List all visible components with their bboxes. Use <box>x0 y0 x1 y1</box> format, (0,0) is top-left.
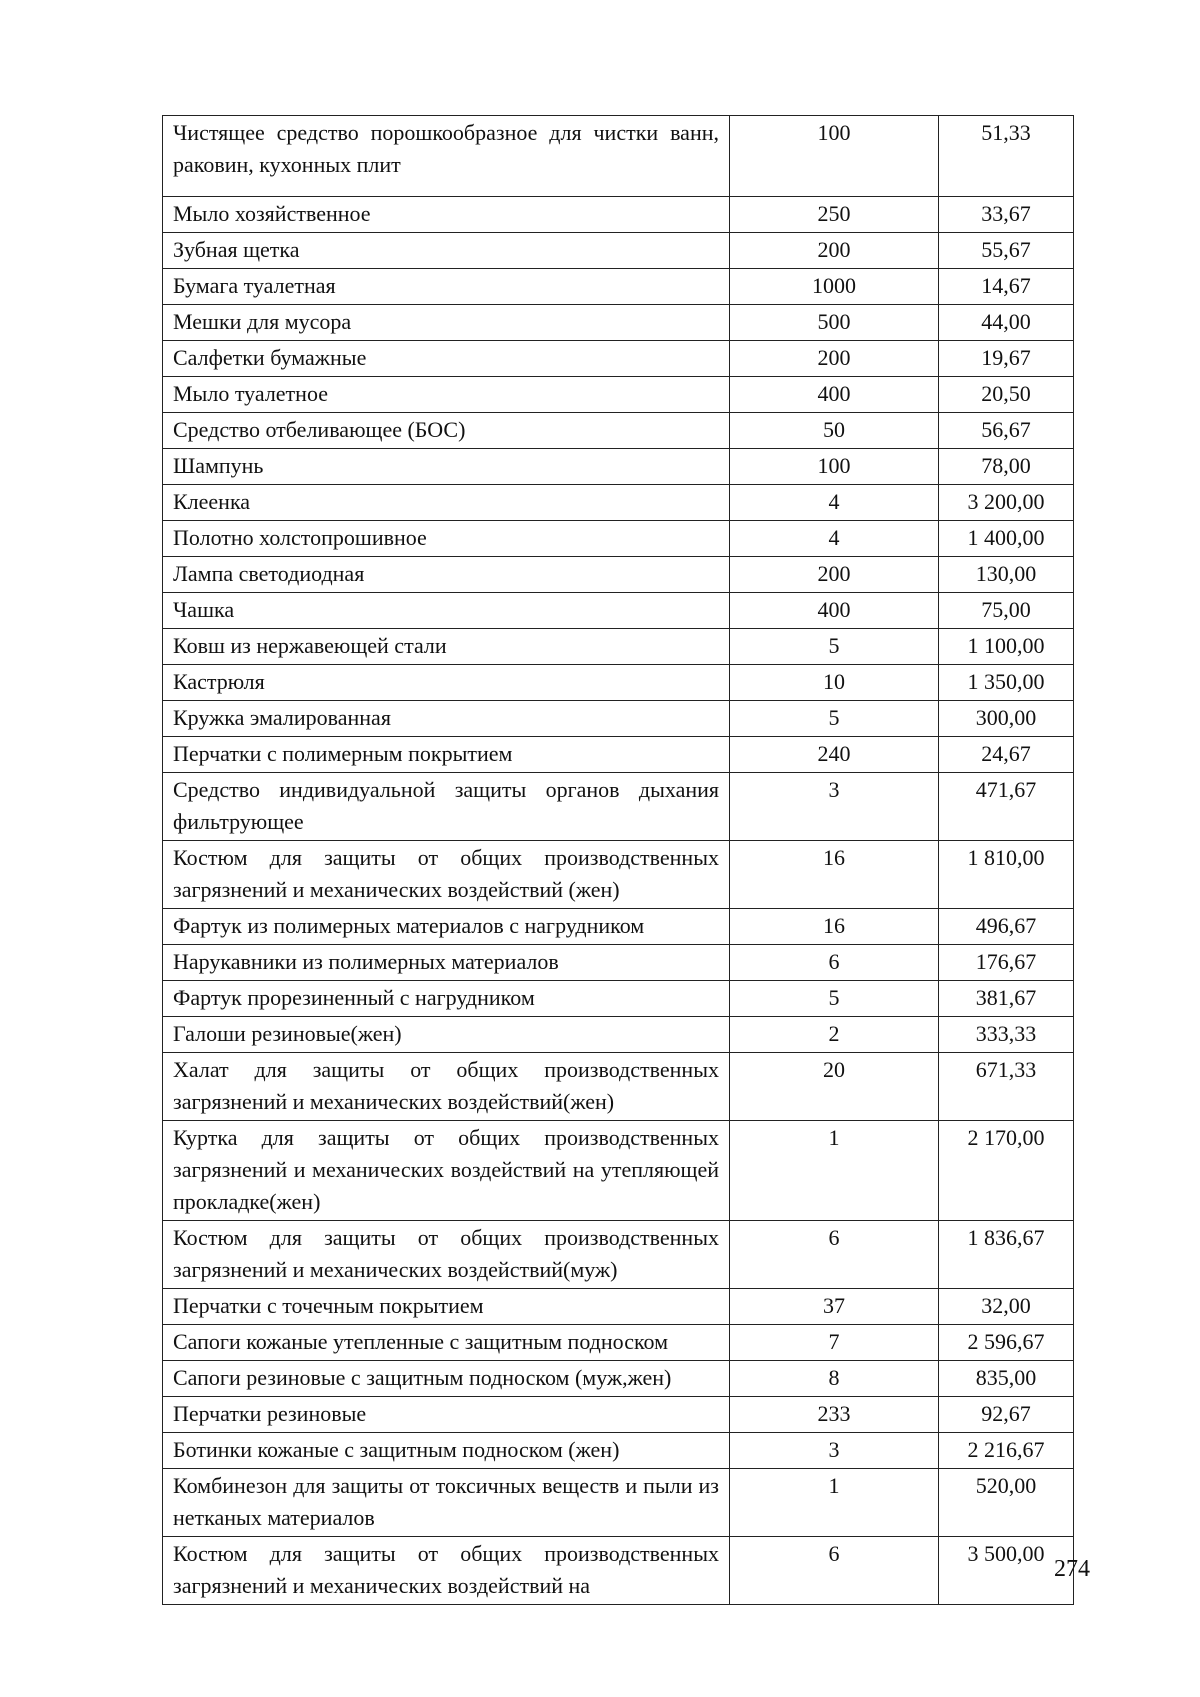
item-price-cell: 1 810,00 <box>939 841 1074 909</box>
item-quantity-cell: 5 <box>730 981 939 1017</box>
item-quantity-cell: 5 <box>730 629 939 665</box>
item-quantity-cell: 233 <box>730 1397 939 1433</box>
item-name-cell: Костюм для защиты от общих производственных загрязнений и механических воздействий (жен) <box>163 841 730 909</box>
table-row <box>163 1017 1074 1053</box>
item-name-cell: Нарукавники из полимерных материалов <box>163 945 730 981</box>
item-price-cell: 24,67 <box>939 737 1074 773</box>
item-price-cell: 20,50 <box>939 377 1074 413</box>
item-quantity-cell: 400 <box>730 593 939 629</box>
item-name-cell: Перчатки с полимерным покрытием <box>163 737 730 773</box>
item-name-cell: Кружка эмалированная <box>163 701 730 737</box>
item-quantity-cell: 200 <box>730 233 939 269</box>
item-price-cell: 78,00 <box>939 449 1074 485</box>
item-price-cell: 2 596,67 <box>939 1325 1074 1361</box>
item-name-cell: Полотно холстопрошивное <box>163 521 730 557</box>
item-quantity-cell: 4 <box>730 485 939 521</box>
items-table-body <box>163 116 1074 1605</box>
items-table <box>162 115 1074 1605</box>
item-quantity-cell: 1 <box>730 1469 939 1537</box>
item-name-cell: Мыло туалетное <box>163 377 730 413</box>
item-price-cell: 14,67 <box>939 269 1074 305</box>
table-row <box>163 773 1074 841</box>
item-price-cell: 19,67 <box>939 341 1074 377</box>
item-quantity-cell: 5 <box>730 701 939 737</box>
table-row <box>163 1537 1074 1605</box>
item-quantity-cell: 16 <box>730 909 939 945</box>
item-quantity-cell: 6 <box>730 1537 939 1605</box>
item-price-cell: 671,33 <box>939 1053 1074 1121</box>
item-name-cell: Комбинезон для защиты от токсичных веществ и пыли из нетканых материалов <box>163 1469 730 1537</box>
item-name-cell: Фартук из полимерных материалов с нагрудником <box>163 909 730 945</box>
table-row <box>163 1221 1074 1289</box>
item-name-cell: Фартук прорезиненный с нагрудником <box>163 981 730 1017</box>
item-name-cell: Костюм для защиты от общих производственных загрязнений и механических воздействий(муж) <box>163 1221 730 1289</box>
item-name-cell: Мыло хозяйственное <box>163 197 730 233</box>
item-quantity-cell: 200 <box>730 341 939 377</box>
item-quantity-cell: 250 <box>730 197 939 233</box>
item-name-cell: Перчатки резиновые <box>163 1397 730 1433</box>
table-row <box>163 233 1074 269</box>
item-name-cell: Мешки для мусора <box>163 305 730 341</box>
item-price-cell: 3 200,00 <box>939 485 1074 521</box>
item-name-cell: Костюм для защиты от общих производственных загрязнений и механических воздействий на <box>163 1537 730 1605</box>
item-price-cell: 333,33 <box>939 1017 1074 1053</box>
item-price-cell: 2 216,67 <box>939 1433 1074 1469</box>
item-price-cell: 520,00 <box>939 1469 1074 1537</box>
table-row <box>163 1053 1074 1121</box>
item-quantity-cell: 500 <box>730 305 939 341</box>
item-price-cell: 176,67 <box>939 945 1074 981</box>
table-row <box>163 413 1074 449</box>
item-price-cell: 300,00 <box>939 701 1074 737</box>
item-quantity-cell: 37 <box>730 1289 939 1325</box>
table-row <box>163 841 1074 909</box>
item-quantity-cell: 20 <box>730 1053 939 1121</box>
item-quantity-cell: 7 <box>730 1325 939 1361</box>
item-quantity-cell: 3 <box>730 1433 939 1469</box>
item-price-cell: 381,67 <box>939 981 1074 1017</box>
table-row <box>163 701 1074 737</box>
table-row <box>163 1433 1074 1469</box>
item-price-cell: 3 500,00 <box>939 1537 1074 1605</box>
item-name-cell: Чашка <box>163 593 730 629</box>
item-quantity-cell: 100 <box>730 449 939 485</box>
table-row <box>163 116 1074 197</box>
table-row <box>163 557 1074 593</box>
item-price-cell: 51,33 <box>939 116 1074 197</box>
item-quantity-cell: 200 <box>730 557 939 593</box>
table-row <box>163 1121 1074 1221</box>
item-quantity-cell: 8 <box>730 1361 939 1397</box>
table-row <box>163 341 1074 377</box>
item-price-cell: 33,67 <box>939 197 1074 233</box>
item-name-cell: Халат для защиты от общих производственных загрязнений и механических воздействий(жен) <box>163 1053 730 1121</box>
item-quantity-cell: 6 <box>730 945 939 981</box>
item-name-cell: Ботинки кожаные с защитным подноском (жен) <box>163 1433 730 1469</box>
item-price-cell: 130,00 <box>939 557 1074 593</box>
item-price-cell: 75,00 <box>939 593 1074 629</box>
table-row <box>163 305 1074 341</box>
item-price-cell: 1 836,67 <box>939 1221 1074 1289</box>
item-name-cell: Средство индивидуальной защиты органов дыхания фильтрующее <box>163 773 730 841</box>
table-row <box>163 449 1074 485</box>
item-price-cell: 44,00 <box>939 305 1074 341</box>
item-name-cell: Галоши резиновые(жен) <box>163 1017 730 1053</box>
item-price-cell: 92,67 <box>939 1397 1074 1433</box>
item-name-cell: Чистящее средство порошкообразное для чистки ванн, раковин, кухонных плит <box>163 116 730 197</box>
item-quantity-cell: 1 <box>730 1121 939 1221</box>
item-quantity-cell: 2 <box>730 1017 939 1053</box>
item-name-cell: Бумага туалетная <box>163 269 730 305</box>
table-row <box>163 1469 1074 1537</box>
item-name-cell: Перчатки с точечным покрытием <box>163 1289 730 1325</box>
item-name-cell: Лампа светодиодная <box>163 557 730 593</box>
table-row <box>163 909 1074 945</box>
item-name-cell: Средство отбеливающее (БОС) <box>163 413 730 449</box>
table-row <box>163 485 1074 521</box>
item-name-cell: Зубная щетка <box>163 233 730 269</box>
table-row <box>163 1361 1074 1397</box>
item-name-cell: Салфетки бумажные <box>163 341 730 377</box>
table-row <box>163 981 1074 1017</box>
item-price-cell: 1 100,00 <box>939 629 1074 665</box>
table-row <box>163 521 1074 557</box>
item-name-cell: Шампунь <box>163 449 730 485</box>
item-price-cell: 2 170,00 <box>939 1121 1074 1221</box>
table-row <box>163 197 1074 233</box>
item-price-cell: 496,67 <box>939 909 1074 945</box>
item-price-cell: 56,67 <box>939 413 1074 449</box>
table-row <box>163 665 1074 701</box>
item-quantity-cell: 10 <box>730 665 939 701</box>
item-quantity-cell: 400 <box>730 377 939 413</box>
table-row <box>163 737 1074 773</box>
item-quantity-cell: 4 <box>730 521 939 557</box>
item-price-cell: 1 400,00 <box>939 521 1074 557</box>
item-name-cell: Кастрюля <box>163 665 730 701</box>
table-row <box>163 1289 1074 1325</box>
item-quantity-cell: 50 <box>730 413 939 449</box>
table-row <box>163 945 1074 981</box>
table-row <box>163 629 1074 665</box>
item-quantity-cell: 100 <box>730 116 939 197</box>
page-number: 274 <box>1054 1556 1090 1582</box>
item-quantity-cell: 3 <box>730 773 939 841</box>
table-row <box>163 1397 1074 1433</box>
item-name-cell: Ковш из нержавеющей стали <box>163 629 730 665</box>
item-price-cell: 55,67 <box>939 233 1074 269</box>
item-price-cell: 471,67 <box>939 773 1074 841</box>
item-price-cell: 32,00 <box>939 1289 1074 1325</box>
item-quantity-cell: 1000 <box>730 269 939 305</box>
table-row <box>163 377 1074 413</box>
item-quantity-cell: 240 <box>730 737 939 773</box>
item-name-cell: Сапоги резиновые с защитным подноском (муж,жен) <box>163 1361 730 1397</box>
item-quantity-cell: 16 <box>730 841 939 909</box>
item-name-cell: Сапоги кожаные утепленные с защитным подноском <box>163 1325 730 1361</box>
item-price-cell: 835,00 <box>939 1361 1074 1397</box>
item-price-cell: 1 350,00 <box>939 665 1074 701</box>
table-row <box>163 1325 1074 1361</box>
table-row <box>163 269 1074 305</box>
item-name-cell: Куртка для защиты от общих производственных загрязнений и механических воздействий на утепляющей прокладке(жен) <box>163 1121 730 1221</box>
item-name-cell: Клеенка <box>163 485 730 521</box>
table-row <box>163 593 1074 629</box>
item-quantity-cell: 6 <box>730 1221 939 1289</box>
